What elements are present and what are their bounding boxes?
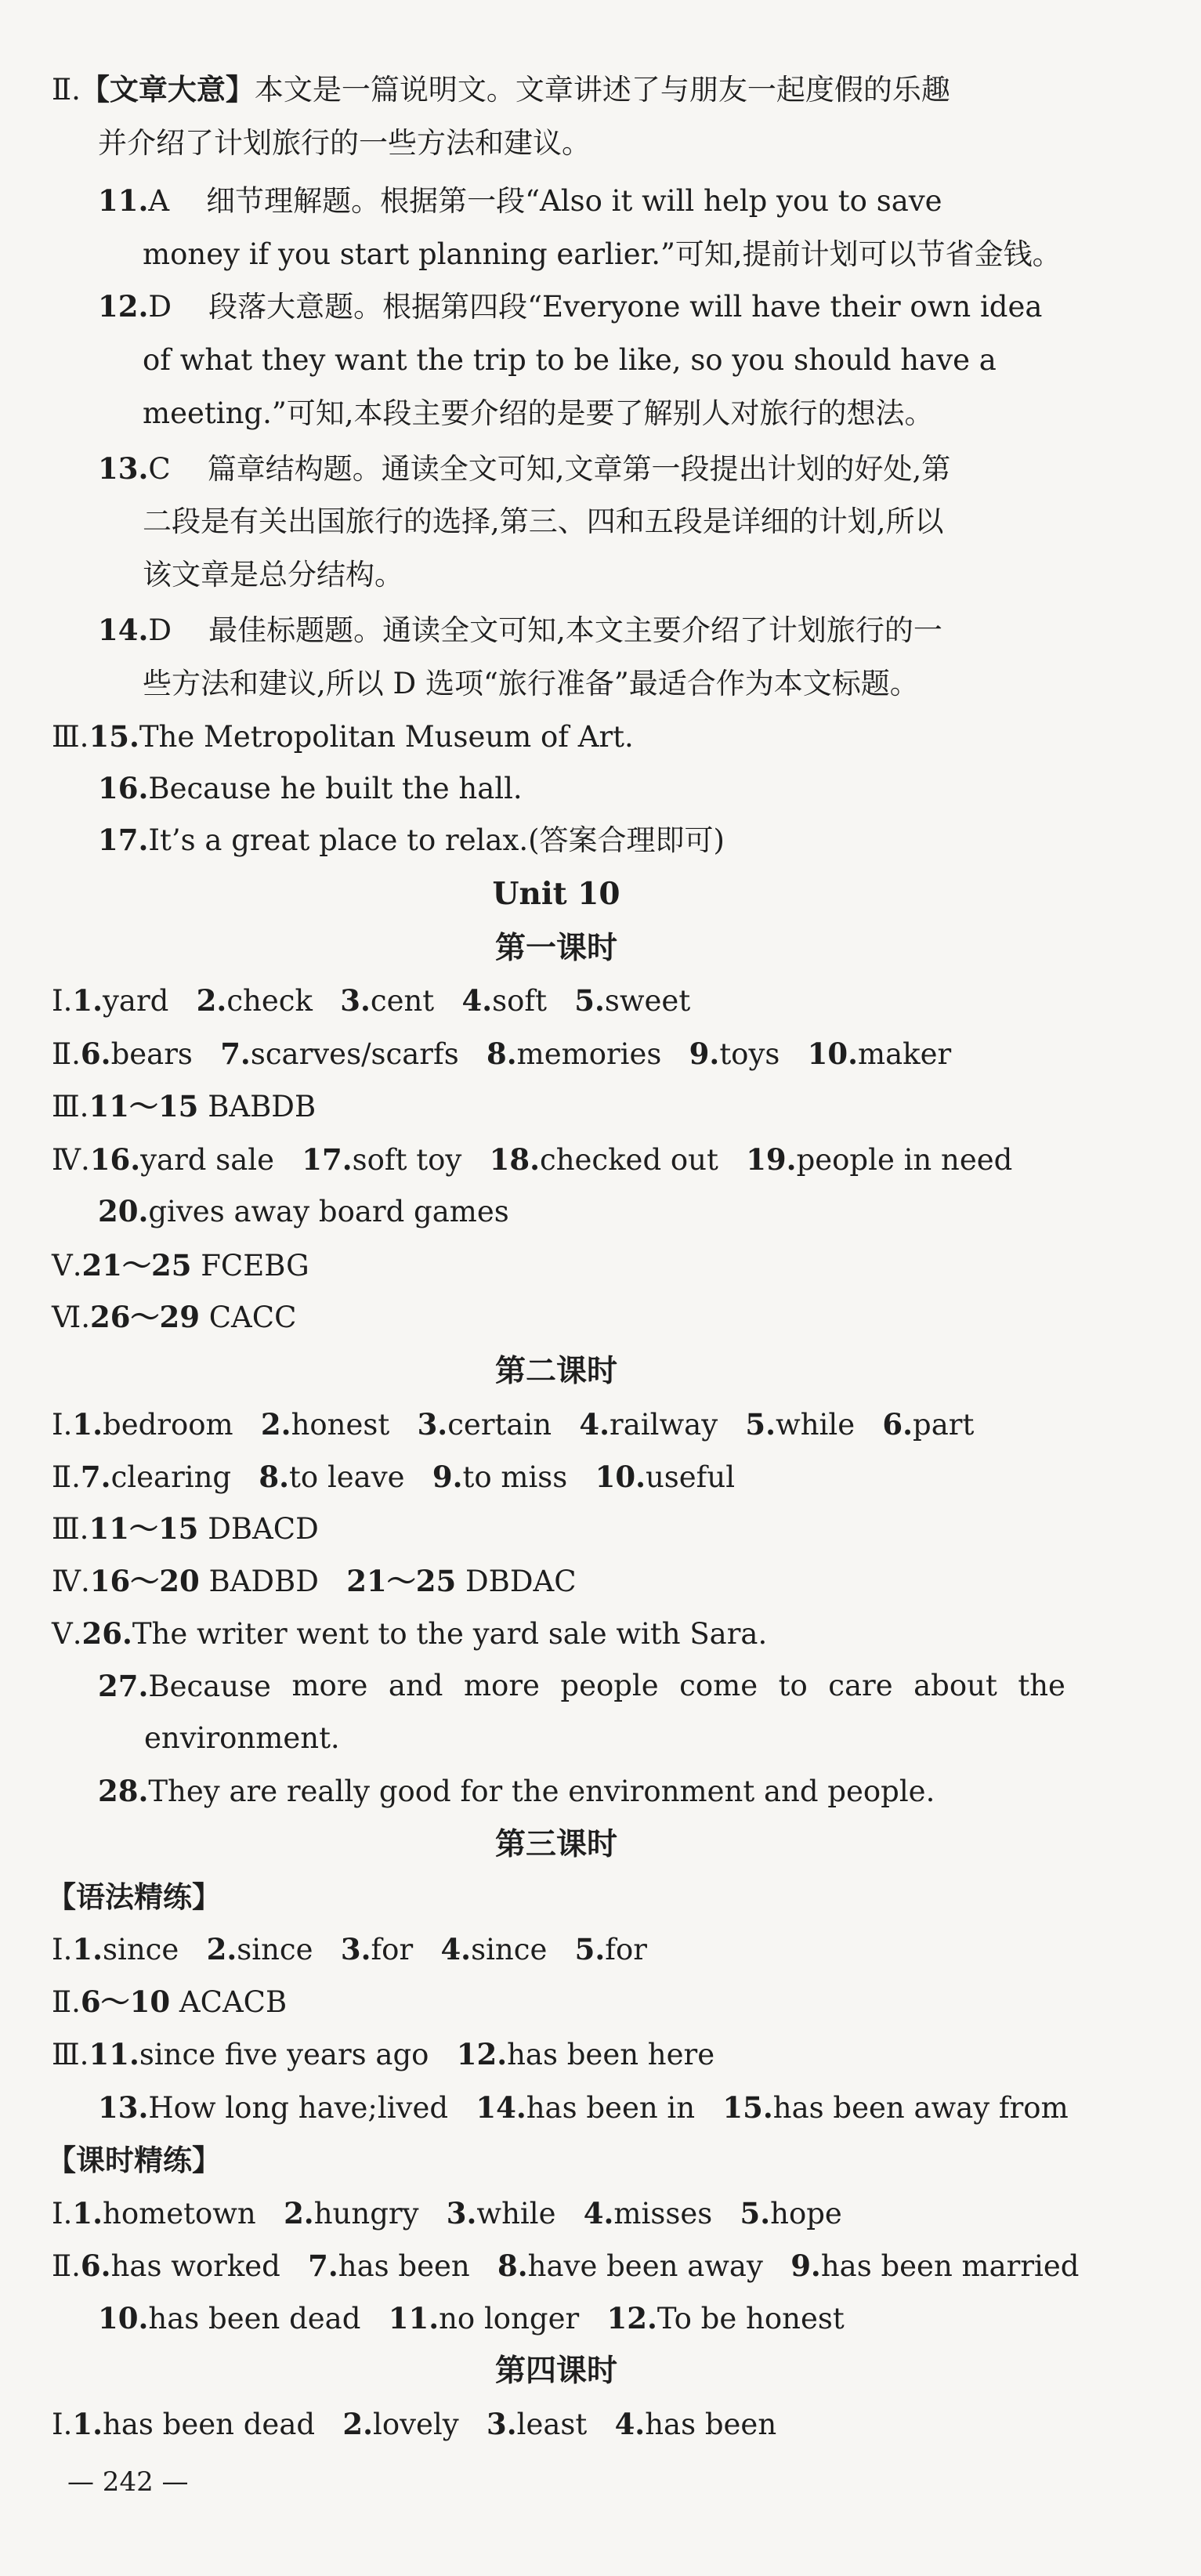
- lesson4-part1: Ⅰ.1.has been dead 2.lovely 3.least 4.has been: [52, 2407, 777, 2441]
- grammar-part1: Ⅰ.1.since 2.since 3.for 4.since 5.for: [52, 1932, 647, 1966]
- lesson2-title: 第二课时: [494, 1353, 617, 1389]
- lesson1-part5: Ⅴ.21～25 FCEBG: [52, 1248, 309, 1283]
- lesson-practice-label: 【课时精练】: [47, 2143, 221, 2177]
- lesson2-part5-item27-line2: environment.: [144, 1721, 340, 1755]
- lesson2-part2: Ⅱ.7.clearing 8.to leave 9.to miss 10.useful: [52, 1460, 736, 1494]
- part3-item-15: Ⅲ.15.The Metropolitan Museum of Art.: [52, 719, 634, 754]
- part3-item-17: 17.It’s a great place to relax.(答案合理即可): [98, 823, 725, 857]
- analysis-13-line2: 二段是有关出国旅行的选择,第三、四和五段是详细的计划,所以: [143, 505, 944, 538]
- analysis-14-line2: 些方法和建议,所以 D 选项“旅行准备”最适合作为本文标题。: [143, 667, 919, 700]
- page-number: — 242 —: [67, 2466, 189, 2498]
- part3-item-16: 16.Because he built the hall.: [98, 771, 523, 805]
- lesson2-part1: Ⅰ.1.bedroom 2.honest 3.certain 4.railway 5.while 6.part: [52, 1407, 975, 1442]
- analysis-14-line1: 14.D 最佳标题题。通读全文可知,本文主要介绍了计划旅行的一: [98, 613, 942, 647]
- lesson1-part2: Ⅱ.6.bears 7.scarves/scarfs 8.memories 9.toys 10.maker: [52, 1037, 952, 1071]
- lesson3-title: 第三课时: [494, 1826, 617, 1862]
- analysis-13-line3: 该文章是总分结构。: [143, 558, 403, 592]
- article-summary-tag: 【文章大意】: [80, 72, 255, 107]
- analysis-11-line2: money if you start planning earlier.”可知,提前计划可以节省金钱。: [143, 237, 1062, 271]
- lesson1-part4-item20: 20.gives away board games: [98, 1194, 509, 1228]
- grammar-part3-line1: Ⅲ.11.since five years ago 12.has been here: [52, 2037, 715, 2071]
- practice-part1: Ⅰ.1.hometown 2.hungry 3.while 4.misses 5.hope: [52, 2196, 842, 2230]
- lesson2-part5-item26: Ⅴ.26.The writer went to the yard sale with Sara.: [52, 1616, 768, 1651]
- lesson1-part6: Ⅵ.26～29 CACC: [52, 1300, 297, 1334]
- analysis-13-line1: 13.C 篇章结构题。通读全文可知,文章第一段提出计划的好处,第: [98, 451, 951, 486]
- part2-intro-line1: Ⅱ.【文章大意】本文是一篇说明文。文章讲述了与朋友一起度假的乐趣: [52, 72, 950, 107]
- grammar-practice-label: 【语法精练】: [47, 1880, 221, 1914]
- unit-title: Unit 10: [492, 876, 620, 912]
- part2-intro-line2: 并介绍了计划旅行的一些方法和建议。: [98, 126, 591, 160]
- analysis-11-line1: 11.A 细节理解题。根据第一段“Also it will help you to save: [98, 183, 942, 218]
- analysis-12-line1: 12.D 段落大意题。根据第四段“Everyone will have their own idea: [98, 289, 1043, 324]
- practice-part2-line2: 10.has been dead 11.no longer 12.To be honest: [98, 2301, 845, 2335]
- analysis-12-line3: meeting.”可知,本段主要介绍的是要了解别人对旅行的想法。: [143, 396, 934, 430]
- lesson2-part4: Ⅳ.16～20 BADBD 21～25 DBDAC: [52, 1564, 577, 1598]
- practice-part2-line1: Ⅱ.6.has worked 7.has been 8.have been away 9.has been married: [52, 2249, 1080, 2283]
- grammar-part2: Ⅱ.6～10 ACACB: [52, 1984, 288, 2019]
- grammar-part3-line2: 13.How long have;lived 14.has been in 15.has been away from: [98, 2090, 1069, 2125]
- lesson2-part3: Ⅲ.11～15 DBACD: [52, 1511, 319, 1546]
- lesson1-part4: Ⅳ.16.yard sale 17.soft toy 18.checked out 19.people in need: [52, 1142, 1013, 1177]
- analysis-12-line2: of what they want the trip to be like, so you should have a: [143, 343, 997, 377]
- lesson1-part3: Ⅲ.11～15 BABDB: [52, 1089, 317, 1123]
- lesson2-part5-item27-line1: 27.Because more and more people come to care about the: [98, 1669, 1065, 1703]
- lesson1-part1: Ⅰ.1.yard 2.check 3.cent 4.soft 5.sweet: [52, 983, 691, 1018]
- lesson2-part5-item28: 28.They are really good for the environment and people.: [98, 1774, 935, 1808]
- lesson4-title: 第四课时: [494, 2353, 617, 2389]
- lesson1-title: 第一课时: [494, 930, 617, 966]
